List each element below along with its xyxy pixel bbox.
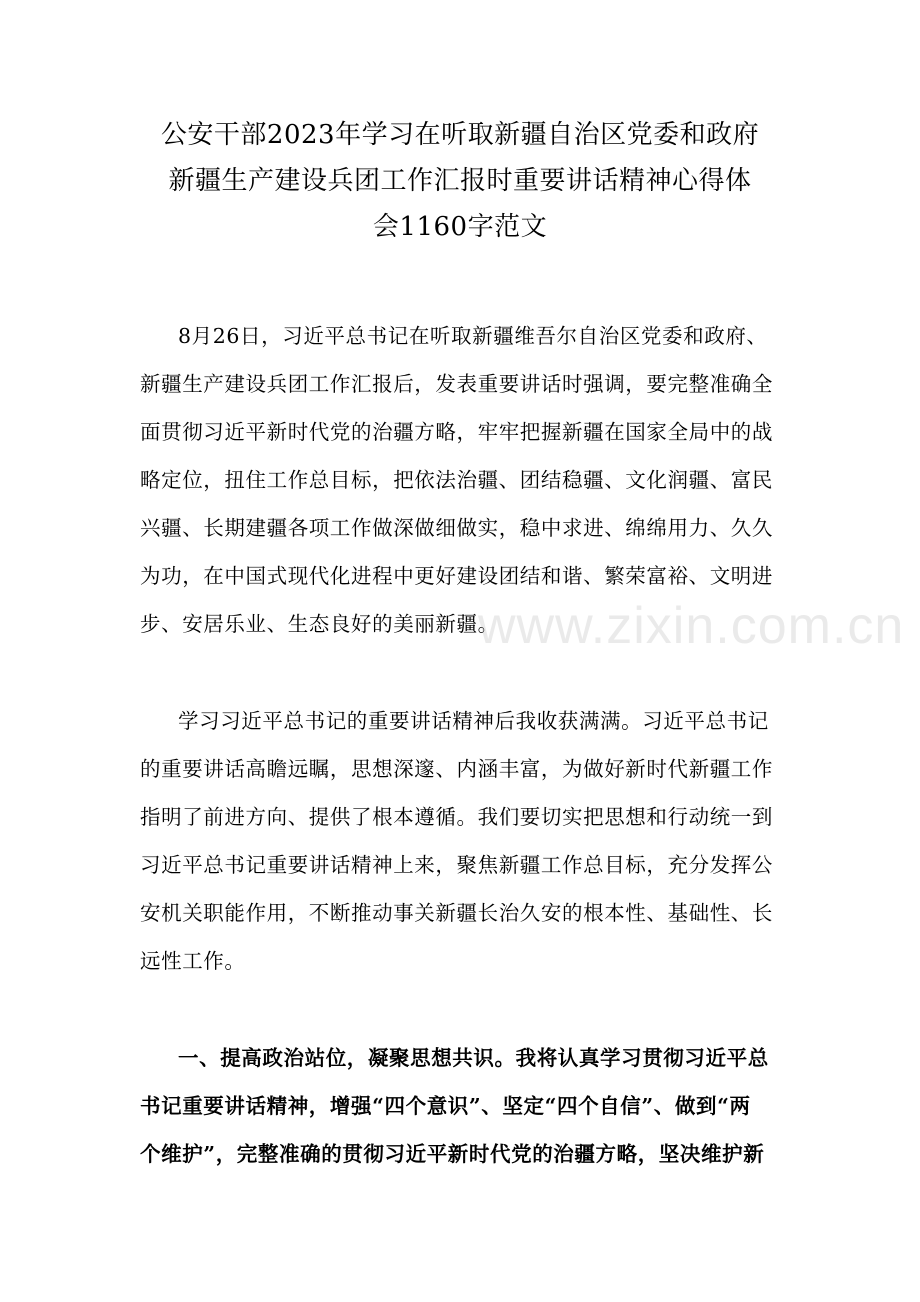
paragraph-line: 新疆生产建设兵团工作汇报后，发表重要讲话时强调，要完整准确全: [140, 372, 773, 396]
paragraph-line: 面贯彻习近平新时代党的治疆方略，牢牢把握新疆在国家全局中的战: [140, 420, 773, 444]
paragraph-1: [140, 312, 788, 648]
paragraph-2: [140, 697, 788, 985]
title-line: 公安干部2023年学习在听取新疆自治区党委和政府: [160, 120, 760, 150]
paragraph-line: 略定位，扭住工作总目标，把依法治疆、团结稳疆、文化润疆、富民: [140, 468, 773, 492]
paragraph-line: 个维护”，完整准确的贯彻习近平新时代党的治疆方略，坚决维护新: [140, 1142, 765, 1166]
paragraph-line: 安机关职能作用，不断推动事关新疆长治久安的根本性、基础性、长: [140, 901, 773, 925]
paragraph-line: 8月26日，习近平总书记在听取新疆维吾尔自治区党委和政府、: [178, 324, 768, 348]
paragraph-3: [140, 1034, 788, 1178]
paragraph-line: 为功，在中国式现代化进程中更好建设团结和谐、繁荣富裕、文明进: [140, 564, 773, 588]
document-title: [118, 112, 802, 250]
paragraph-line: 远性工作。: [140, 949, 246, 973]
paragraph-line: 一、提高政治站位，凝聚思想共识。我将认真学习贯彻习近平总: [178, 1046, 769, 1070]
paragraph-line: 指明了前进方向、提供了根本遵循。我们要切实把思想和行动统一到: [140, 805, 773, 829]
site-watermark: www.zixin.com.cn: [478, 597, 905, 655]
paragraph-line: 兴疆、长期建疆各项工作做深做细做实，稳中求进、绵绵用力、久久: [140, 516, 773, 540]
paragraph-line: 学习习近平总书记的重要讲话精神后我收获满满。习近平总书记: [178, 709, 769, 733]
paragraph-line: 步、安居乐业、生态良好的美丽新疆。: [140, 612, 499, 636]
paragraph-line: 书记重要讲话精神，增强“四个意识”、坚定“四个自信”、做到“两: [140, 1094, 751, 1118]
title-line: 会1160字范文: [372, 212, 548, 242]
title-line: 新疆生产建设兵团工作汇报时重要讲话精神心得体: [168, 166, 752, 196]
paragraph-line: 的重要讲话高瞻远瞩，思想深邃、内涵丰富，为做好新时代新疆工作: [140, 757, 773, 781]
paragraph-line: 习近平总书记重要讲话精神上来，聚焦新疆工作总目标，充分发挥公: [140, 853, 773, 877]
